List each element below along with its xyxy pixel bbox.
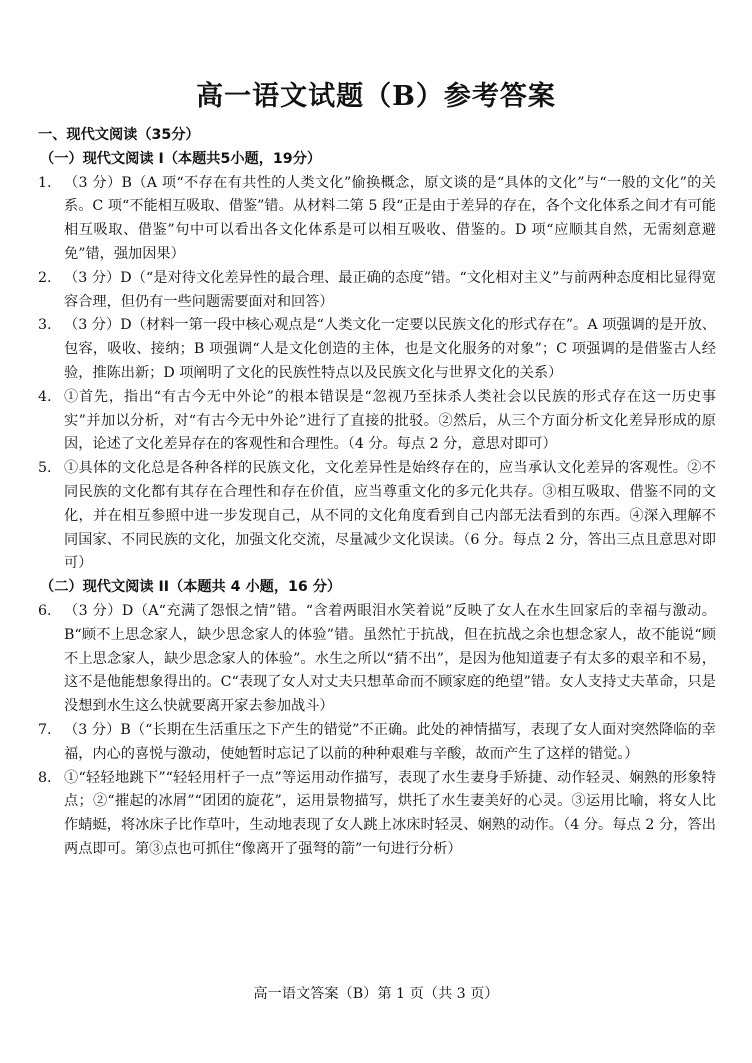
- answer-item: [38, 172, 716, 267]
- answer-item: [38, 267, 716, 315]
- answer-item: [38, 767, 716, 862]
- item-text: （3 分）B（A 项“不存在有共性的人类文化”偷换概念，原文谈的是“具体的文化”与“一般的文化”的关系。C 项“不能相互吸取、借鉴”错。从材料二第 5 段“正是由于差异的存在，各个文化体系之间才有可能相互吸取、借鉴”句中可以看出各文化体系是可以相互吸收、借鉴的。D 项“应顺其自然，无需刻意避免”错，强加因果）: [64, 174, 716, 262]
- answer-item: [38, 719, 716, 767]
- subsection-heading: （二）现代文阅读 II（本题共 4 小题，16 分）: [40, 579, 342, 596]
- item-number: 3.: [38, 317, 52, 334]
- answer-item: [38, 314, 716, 385]
- answer-item: [38, 457, 716, 576]
- answer-item: [38, 386, 716, 457]
- page-footer: 高一语文答案（B）第 1 页（共 3 页）: [253, 986, 499, 1002]
- subsection-heading: （一）现代文阅读 I（本题共5小题，19分）: [40, 150, 322, 167]
- item-text: （3 分）D（“是对待文化差异性的最合理、最正确的态度”错。“文化相对主义”与前两种态度相比显得宽容合理，但仍有一些问题需要面对和回答）: [64, 269, 716, 310]
- item-text: ①“轻轻地跳下”“轻轻用杆子一点”等运用动作描写，表现了水生妻身手矫捷、动作轻灵、娴熟的形象特点；②“摧起的冰屑”“团团的旋花”，运用景物描写，烘托了水生妻美好的心灵。③运用比喻，将女人比作蜻蜓，将冰床子比作草叶，生动地表现了女人跳上冰床时轻灵、娴熟的动作。（4 分。每点 2 分，答出两点即可。第③点也可抓住“像离开了强弩的箭”一句进行分析）: [64, 769, 716, 857]
- item-number: 7.: [38, 721, 52, 738]
- item-number: 4.: [38, 388, 52, 405]
- item-text: （3 分）D（材料一第一段中核心观点是“人类文化一定要以民族文化的形式存在”。A 项强调的是开放、包容，吸收、接纳；B 项强调“人是文化创造的主体，也是文化服务的对象”；C 项强调的是借鉴古人经验，推陈出新；D 项阐明了文化的民族性特点以及民族文化与世界文化的关系）: [64, 317, 716, 381]
- section-heading: 一、现代文阅读（35分）: [38, 127, 200, 143]
- item-number: 8.: [38, 769, 52, 786]
- page-title: 高一语文试题（B）参考答案: [196, 81, 556, 112]
- item-text: （3 分）D（A“充满了怨恨之情”错。“含着两眼泪水笑着说”反映了女人在水生回家后的幸福与激动。B“顾不上思念家人，缺少思念家人的体验”错。虽然忙于抗战，但在抗战之余也想念家人，故不能说“顾不上思念家人，缺少思念家人的体验”。水生之所以“猜不出”，是因为他知道妻子有太多的艰辛和不易，这不是他能想象得出的。C“表现了女人对丈夫只想革命而不顾家庭的绝望”错。女人支持丈夫革命，只是没想到水生这么快就要离开家去参加战斗）: [64, 602, 716, 715]
- item-number: 2.: [38, 269, 52, 286]
- answer-content: [38, 124, 716, 862]
- item-text: （3 分）B（“长期在生活重压之下产生的错觉”不正确。此处的神情描写，表现了女人面对突然降临的幸福，内心的喜悦与激动，使她暂时忘记了以前的种种艰难与辛酸，故而产生了这样的错觉。）: [64, 721, 716, 762]
- item-number: 1.: [38, 174, 52, 191]
- item-number: 5.: [38, 460, 52, 477]
- answer-item: [38, 600, 716, 719]
- item-text: ①具体的文化总是各种各样的民族文化，文化差异性是始终存在的，应当承认文化差异的客观性。②不同民族的文化都有其存在合理性和存在价值，应当尊重文化的多元化共存。③相互吸取、借鉴不同的文化，并在相互参照中进一步发现自己，从不同的文化角度看到自己内部无法看到的东西。④深入理解不同国家、不同民族的文化，加强文化交流，尽量减少文化误读。（6 分。每点 2 分，答出三点且意思对即可）: [64, 460, 716, 572]
- item-text: ①首先，指出“有古今无中外论”的根本错误是“忽视乃至抹杀人类社会以民族的形式存在这一历史事实”并加以分析，对“有古今无中外论”进行了直接的批驳。②然后，从三个方面分析文化差异形成的原因，论述了文化差异存在的客观性和合理性。（4 分。每点 2 分，意思对即可）: [64, 388, 716, 453]
- item-number: 6.: [38, 602, 52, 619]
